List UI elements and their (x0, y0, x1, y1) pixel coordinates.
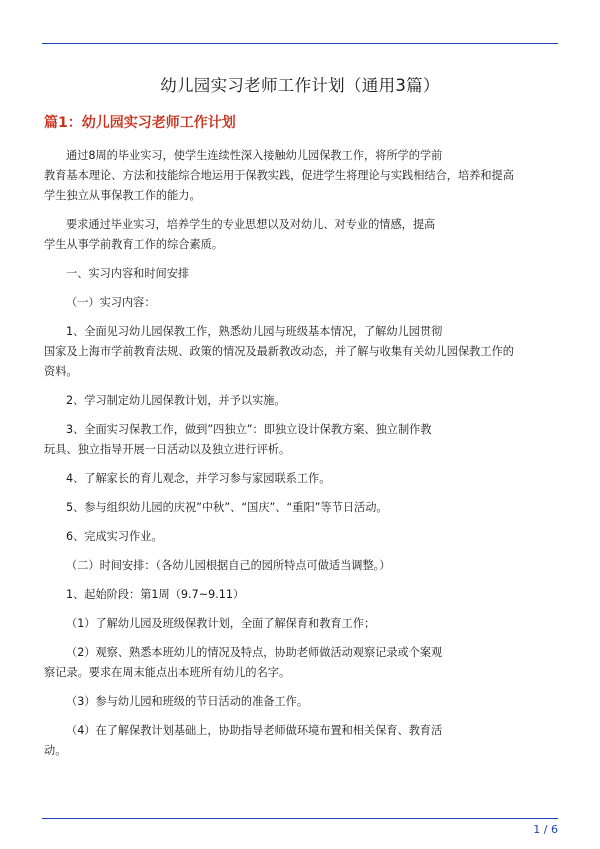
paragraph-line: 一、实习内容和时间安排 (66, 267, 190, 280)
paragraph (44, 556, 558, 576)
paragraph-line: 教育基本理论、方法和技能综合地运用于保教实践，促进学生将理论与实践相结合，培养和提高 (44, 169, 514, 182)
paragraph-line: 通过8周的毕业实习，使学生连续性深入接触幼儿园保教工作，将所学的学前 (66, 149, 443, 162)
paragraph-line: 5、参与组织幼儿园的庆祝”中秋”、“国庆”、“重阳”等节日活动。 (66, 501, 388, 514)
paragraph-line: （3）参与幼儿园和班级的节日活动的准备工作。 (66, 695, 309, 708)
paragraph-line: 动。 (44, 744, 67, 757)
paragraph-line: 6、完成实习作业。 (66, 530, 163, 543)
page-number: 1 / 6 (533, 823, 558, 836)
paragraph (44, 469, 558, 489)
paragraph-line: （2）观察、熟悉本班幼儿的情况及特点，协助老师做活动观察记录或个案观 (66, 646, 443, 659)
paragraph-line: 国家及上海市学前教育法规、政策的情况及最新教改动态，并了解与收集有关幼儿园保教工作的 (44, 345, 514, 358)
document-body (44, 146, 558, 770)
paragraph-line: 4、了解家长的育儿观念，并学习参与家园联系工作。 (66, 472, 331, 485)
paragraph (44, 614, 558, 634)
paragraph (44, 215, 558, 255)
paragraph-line: 1、起始阶段：第1周（9.7~9.11） (66, 588, 245, 601)
paragraph-line: 学生从事学前教育工作的综合素质。 (44, 238, 224, 251)
paragraph-line: 察记录。要求在周末能点出本班所有幼儿的名字。 (44, 666, 291, 679)
paragraph (44, 420, 558, 460)
paragraph-line: （1）了解幼儿园及班级保教计划，全面了解保育和教育工作； (66, 617, 376, 630)
paragraph (44, 585, 558, 605)
document-title: 幼儿园实习老师工作计划（通用3篇） (160, 76, 440, 95)
paragraph (44, 692, 558, 712)
paragraph-line: 学生独立从事保教工作的能力。 (44, 189, 201, 202)
paragraph-line: 2、学习制定幼儿园保教计划，并予以实施。 (66, 394, 286, 407)
paragraph-line: （4）在了解保教计划基础上，协助指导老师做环境布置和相关保育、教育活 (66, 724, 443, 737)
paragraph (44, 264, 558, 284)
paragraph-line: 3、全面实习保教工作，做到”四独立”：即独立设计保教方案、独立制作教 (66, 423, 432, 436)
header-rule (42, 43, 558, 44)
paragraph (44, 527, 558, 547)
paragraph-line: （二）时间安排：（各幼儿园根据自己的园所特点可做适当调整。） (66, 559, 391, 572)
paragraph-line: 要求通过毕业实习，培养学生的专业思想以及对幼儿、对专业的情感，提高 (66, 218, 436, 231)
paragraph (44, 293, 558, 313)
paragraph (44, 721, 558, 761)
paragraph (44, 498, 558, 518)
paragraph (44, 322, 558, 382)
paragraph-line: 1、全面见习幼儿园保教工作，熟悉幼儿园与班级基本情况，了解幼儿园贯彻 (66, 325, 443, 338)
footer-rule (42, 818, 558, 819)
paragraph-line: （一）实习内容： (66, 296, 156, 309)
paragraph (44, 391, 558, 411)
paragraph (44, 643, 558, 683)
paragraph-line: 资料。 (44, 365, 78, 378)
paragraph (44, 146, 558, 206)
paragraph-line: 玩具、独立指导开展一日活动以及独立进行评析。 (44, 443, 291, 456)
section-heading: 篇1：幼儿园实习老师工作计划 (44, 115, 236, 131)
